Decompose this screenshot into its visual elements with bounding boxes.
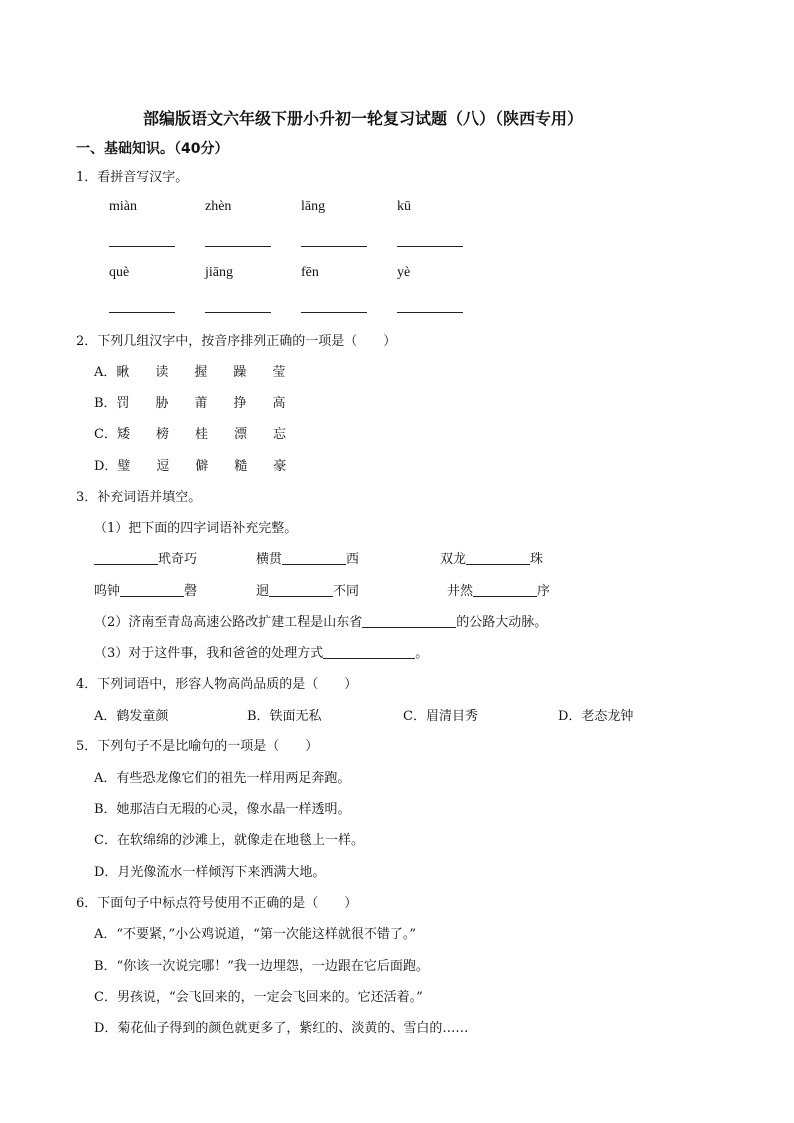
answer-blank[interactable] [109, 312, 175, 313]
question-4-stem: 4．下列词语中，形容人物高尚品质的是（ ） [76, 677, 358, 692]
fill-word: 呜钟 磬 [94, 584, 198, 599]
question-2-stem: 2．下列几组汉字中，按音序排列正确的一项是（ ） [76, 334, 397, 349]
page-title: 部编版语文六年级下册小升初一轮复习试题（八）（陕西专用） [143, 109, 584, 128]
question-6-stem: 6．下面句子中标点符号使用不正确的是（ ） [76, 896, 358, 911]
fill-word: 井然 序 [447, 584, 551, 599]
pinyin: jiāng [205, 265, 233, 280]
question-5-stem: 5．下列句子不是比喻句的一项是（ ） [76, 739, 319, 754]
answer-blank[interactable] [282, 550, 346, 565]
fill-word: 双龙 珠 [440, 552, 544, 567]
option-d[interactable]: D．老态龙钟 [558, 709, 634, 724]
question-3-stem: 3．补充词语并填空。 [76, 490, 202, 505]
answer-blank[interactable] [205, 312, 271, 313]
option-a[interactable]: A．“不要紧，”小公鸡说道，“第一次能这样就很不错了。” [94, 927, 416, 942]
question-1-stem: 1．看拼音写汉字。 [76, 170, 189, 185]
answer-blank[interactable] [205, 246, 271, 247]
option-d[interactable]: D．月光像流水一样倾泻下来洒满大地。 [94, 865, 326, 880]
answer-blank[interactable] [473, 582, 537, 597]
sub-question-1: （1）把下面的四字词语补充完整。 [94, 521, 298, 536]
option-a[interactable]: A．有些恐龙像它们的祖先一样用两足奔跑。 [94, 771, 351, 786]
answer-blank[interactable] [120, 582, 184, 597]
answer-blank[interactable] [362, 613, 456, 628]
option-b[interactable]: B．“你该一次说完哪！”我一边埋怨，一边跟在它后面跑。 [94, 959, 429, 974]
section-heading: 一、基础知识。（40分） [76, 141, 229, 157]
option-c[interactable]: C．眉清目秀 [403, 709, 478, 724]
option-b[interactable]: B．她那洁白无瑕的心灵，像水晶一样透明。 [94, 802, 351, 817]
option-c[interactable]: C．在软绵绵的沙滩上，就像走在地毯上一样。 [94, 833, 364, 848]
answer-blank[interactable] [94, 550, 158, 565]
option-c[interactable]: C．男孩说，“会飞回来的，一定会飞回来的。它还活着。” [94, 990, 423, 1005]
sub-question-3: （3）对于这件事，我和爸爸的处理方式 。 [94, 646, 429, 661]
answer-blank[interactable] [109, 246, 175, 247]
pinyin: fēn [301, 265, 319, 280]
pinyin: zhèn [205, 199, 232, 214]
option-a[interactable]: A．瞅 读 握 躁 莹 [94, 365, 286, 380]
fill-word: 横贯 西 [256, 552, 360, 567]
answer-blank[interactable] [301, 246, 367, 247]
answer-blank[interactable] [323, 644, 415, 659]
pinyin: lāng [301, 199, 326, 214]
option-d[interactable]: D．菊花仙子得到的颜色就更多了，紫红的、淡黄的、雪白的…… [94, 1021, 469, 1036]
option-a[interactable]: A．鹤发童颜 [94, 709, 169, 724]
pinyin: què [109, 265, 130, 280]
option-b[interactable]: B．罚 胁 莆 挣 高 [94, 396, 286, 411]
answer-blank[interactable] [466, 550, 530, 565]
pinyin: kū [397, 199, 411, 214]
option-d[interactable]: D．璧 逗 僻 糙 豪 [94, 459, 287, 474]
option-b[interactable]: B．铁面无私 [247, 709, 322, 724]
answer-blank[interactable] [269, 582, 333, 597]
option-c[interactable]: C．矮 榜 桂 漂 忘 [94, 427, 286, 442]
fill-word: 迥 不同 [256, 584, 360, 599]
pinyin: miàn [109, 199, 137, 214]
answer-blank[interactable] [397, 312, 463, 313]
fill-word: 玳奇巧 [94, 548, 197, 567]
answer-blank[interactable] [397, 246, 463, 247]
pinyin: yè [397, 265, 411, 280]
sub-question-2: （2）济南至青岛高速公路改扩建工程是山东省 的公路大动脉。 [94, 615, 548, 630]
answer-blank[interactable] [301, 312, 367, 313]
